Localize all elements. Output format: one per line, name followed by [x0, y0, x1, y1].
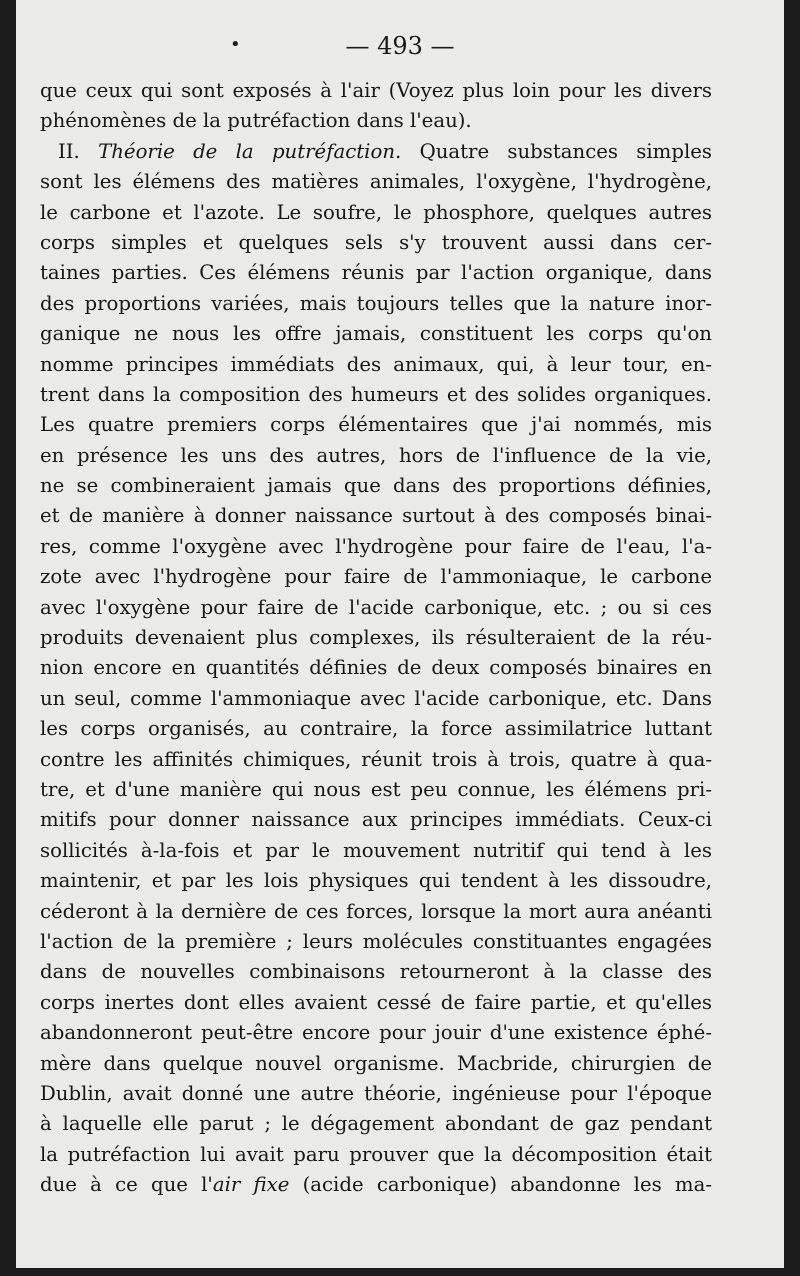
section-heading-line: [40, 137, 712, 167]
text-line: avec l'oxygène pour faire de l'acide carbonique, etc. ; ou si ces: [40, 595, 712, 619]
text-line: Dublin, avait donné une autre théorie, ingénieuse pour l'époque: [40, 1081, 712, 1105]
paragraph-continuation: [40, 76, 712, 137]
text-line: le carbone et l'azote. Le soufre, le phosphore, quelques autres: [40, 200, 712, 224]
text-line: en présence les uns des autres, hors de l'influence de la vie,: [40, 443, 712, 467]
text-line: trent dans la composition des humeurs et des solides organiques.: [40, 382, 712, 406]
page-header: [16, 32, 784, 60]
text-line: abandonneront peut-être encore pour jouir d'une existence éphé-: [40, 1021, 712, 1045]
text-line: corps simples et quelques sels s'y trouvent aussi dans cer-: [40, 230, 712, 254]
text-line: phénomènes de la putréfaction dans l'eau).: [40, 109, 472, 133]
text-line: à laquelle elle parut ; le dégagement abondant de gaz pendant: [40, 1112, 712, 1136]
text-line: mère dans quelque nouvel organisme. Macbride, chirurgien de: [40, 1051, 712, 1075]
body-text: [40, 76, 712, 1200]
text-line: céderont à la dernière de ces forces, lorsque la mort aura anéanti: [40, 899, 712, 923]
text-line: corps inertes dont elles avaient cessé de faire partie, et qu'elles: [40, 990, 712, 1014]
paragraph-section-ii: [40, 137, 712, 1201]
text-line: maintenir, et par les lois physiques qui tendent à les dissoudre,: [40, 869, 712, 893]
section-number: II.: [58, 139, 80, 163]
text-line: ganique ne nous les offre jamais, constituent les corps qu'on: [40, 322, 712, 346]
text-line: et de manière à donner naissance surtout à des composés binai-: [40, 504, 712, 528]
text-line: nion encore en quantités définies de deux composés binaires en: [40, 656, 712, 680]
text-line: des proportions variées, mais toujours telles que la nature inor-: [40, 291, 712, 315]
air-fixe-term: air fixe: [212, 1173, 290, 1197]
text-line: tre, et d'une manière qui nous est peu connue, les élémens pri-: [40, 777, 712, 801]
text-line: contre les affinités chimiques, réunit trois à trois, quatre à qua-: [40, 747, 712, 771]
section-title: Théorie de la putréfaction.: [98, 139, 402, 163]
text-line: que ceux qui sont exposés à l'air (Voyez plus loin pour les divers: [40, 79, 712, 102]
final-line-end: (acide carbonique) abandonne les ma-: [302, 1173, 712, 1197]
text-line: nomme principes immédiats des animaux, qui, à leur tour, en-: [40, 352, 712, 376]
page-number: — 493 —: [345, 32, 455, 60]
final-line-start: due à ce que l': [40, 1173, 213, 1197]
text-line: l'action de la première ; leurs molécules constituantes engagées: [40, 929, 712, 953]
text-line: mitifs pour donner naissance aux principes immédiats. Ceux-ci: [40, 808, 712, 832]
text-line: ne se combineraient jamais que dans des proportions définies,: [40, 474, 712, 498]
text-line: la putréfaction lui avait paru prouver que la décomposition était: [40, 1142, 712, 1166]
text-line: produits devenaient plus complexes, ils résulteraient de la réu-: [40, 626, 712, 650]
final-text-line: [40, 1170, 712, 1200]
book-page: [16, 0, 784, 1268]
text-line: les corps organisés, au contraire, la force assimilatrice luttant: [40, 717, 712, 741]
text-line: dans de nouvelles combinaisons retourneront à la classe des: [40, 960, 712, 984]
text-line: zote avec l'hydrogène pour faire de l'ammoniaque, le carbone: [40, 565, 712, 589]
text-line: sont les élémens des matières animales, l'oxygène, l'hydrogène,: [40, 170, 712, 194]
text-line: res, comme l'oxygène avec l'hydrogène pour faire de l'eau, l'a-: [40, 534, 712, 558]
text-line: sollicités à-la-fois et par le mouvement nutritif qui tend à les: [40, 838, 712, 862]
section-first-line-text: Quatre substances simples: [419, 139, 712, 163]
text-line: un seul, comme l'ammoniaque avec l'acide carbonique, etc. Dans: [40, 686, 712, 710]
text-line: taines parties. Ces élémens réunis par l'action organique, dans: [40, 261, 712, 285]
ink-dot-mark: •: [230, 34, 241, 55]
text-line: Les quatre premiers corps élémentaires que j'ai nommés, mis: [40, 413, 712, 437]
